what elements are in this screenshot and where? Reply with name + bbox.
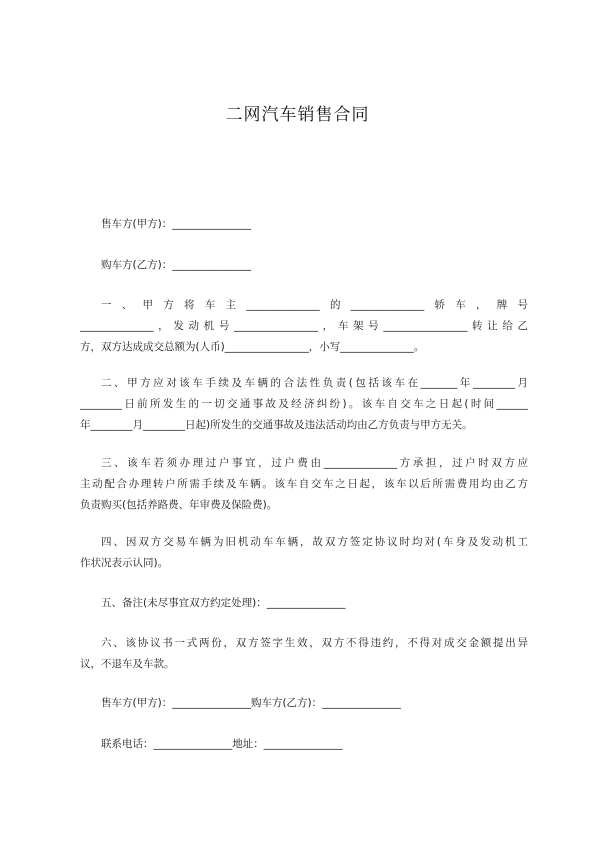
clause-6 xyxy=(80,633,528,675)
clause-4-line: 四、因双方交易车辆为旧机动车车辆，故双方签定协议时均对(车身及发动机工 xyxy=(101,536,528,548)
buyer-line: 购车方(乙方)：_______________ xyxy=(101,259,251,271)
clause-4-line: 作状况表示认同)。 xyxy=(80,557,169,569)
clause-1-line: 方，双方达成成交总额为(人币)________________，小写______________。 xyxy=(80,341,425,353)
clause-6-line: 六、该协议书一式两份，双方签字生效，双方不得违约，不得对成交金额提出异 xyxy=(101,637,528,649)
clause-2 xyxy=(80,373,528,436)
clause-2-line: 年________月________日起)所发生的交通事故及违法活动均由乙方负责与甲方无关。 xyxy=(80,419,473,431)
clause-1-line: ______________，发动机号________________，车架号________________转让给乙 xyxy=(80,320,528,332)
clause-4 xyxy=(80,532,528,574)
page-title: 二网汽车销售合同 xyxy=(225,105,370,125)
clause-3-line: 三、该车若须办理过户事宜，过户费由______________方承担，过户时双方应 xyxy=(101,457,528,469)
seller-line: 售车方(甲方)：_______________ xyxy=(101,218,251,230)
clause-1 xyxy=(80,295,528,358)
clause-3 xyxy=(80,453,528,516)
clause-1-line: 一、甲方将车主______________的______________轿车，牌号 xyxy=(101,299,528,311)
clause-2-line: ________日前所发生的一切交通事故及经济纠纷)。该车自交车之日起(时间______ xyxy=(80,398,528,410)
clause-5: 五、备注(未尽事宜双方约定处理)：_______________ xyxy=(101,597,346,609)
clause-3-line: 负责购买(包括养路费、年审费及保险费)。 xyxy=(80,499,278,511)
contact-line: 联系电话：_______________地址：_______________ xyxy=(101,738,343,750)
clause-3-line: 主动配合办理转户所需手续及车辆。该车自交车之日起，该车以后所需费用均由乙方 xyxy=(80,478,528,490)
clause-6-line: 议，不退车及车款。 xyxy=(80,658,175,670)
clause-2-line: 二、甲方应对该车手续及车辆的合法性负责(包括该车在_______年________月 xyxy=(101,377,528,389)
signature-line: 售车方(甲方)：_______________购车方(乙方)：_______________ xyxy=(101,697,401,709)
